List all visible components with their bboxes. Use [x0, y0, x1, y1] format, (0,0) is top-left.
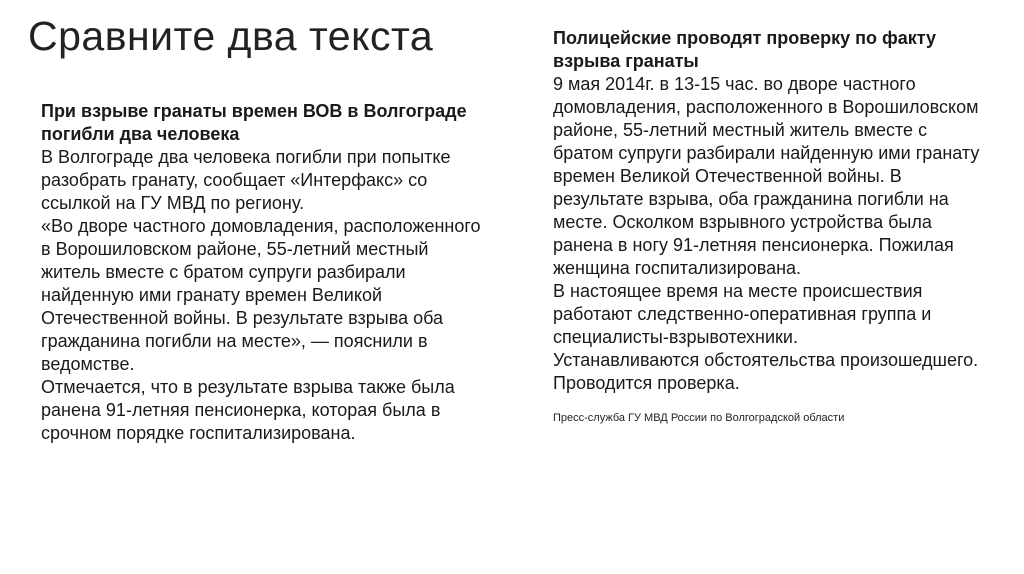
right-article-headline: Полицейские проводят проверку по факту взрыва гранаты [553, 28, 937, 71]
left-article-headline: При взрыве гранаты времен ВОВ в Волгограде погибли два человека [41, 101, 467, 144]
left-article-paragraph: В Волгограде два человека погибли при попытке разобрать гранату, сообщает «Интерфакс» со ссылкой на ГУ МВД по региону. [41, 147, 451, 213]
right-article-paragraph: 9 мая 2014г. в 13-15 час. во дворе частного домовладения, расположенного в Ворошиловском районе, 55-летний местный житель вместе с братом супруги разбирали найденную ими гранату времен Великой Отечественной войны. В результате взрыва, оба гражданина погибли на месте. Осколком взрывного устройства была ранена в ногу 91-летняя пенсионерка. Пожилая женщина госпитализирована. [553, 74, 980, 278]
left-article-paragraph: «Во дворе частного домовладения, расположенного в Ворошиловском районе, 55-летний местный житель вместе с братом супруги разбирали найденную ими гранату времен Великой Отечественной войны. В результате взрыва оба гражданина погибли на месте», — пояснили в ведомстве. [41, 216, 481, 374]
slide-title: Сравните два текста [28, 13, 434, 59]
left-article-paragraph: Отмечается, что в результате взрыва также была ранена 91-летняя пенсионерка, которая была в срочном порядке госпитализирована. [41, 377, 455, 443]
right-article [553, 27, 985, 425]
right-article-paragraph: В настоящее время на месте происшествия работают следственно-оперативная группа и специалисты-взрывотехники. [553, 281, 932, 347]
right-article-source: Пресс-служба ГУ МВД России по Волгоградской области [553, 412, 845, 424]
left-article [41, 100, 491, 445]
right-article-paragraph: Устанавливаются обстоятельства произошедшего. Проводится проверка. [553, 350, 979, 393]
